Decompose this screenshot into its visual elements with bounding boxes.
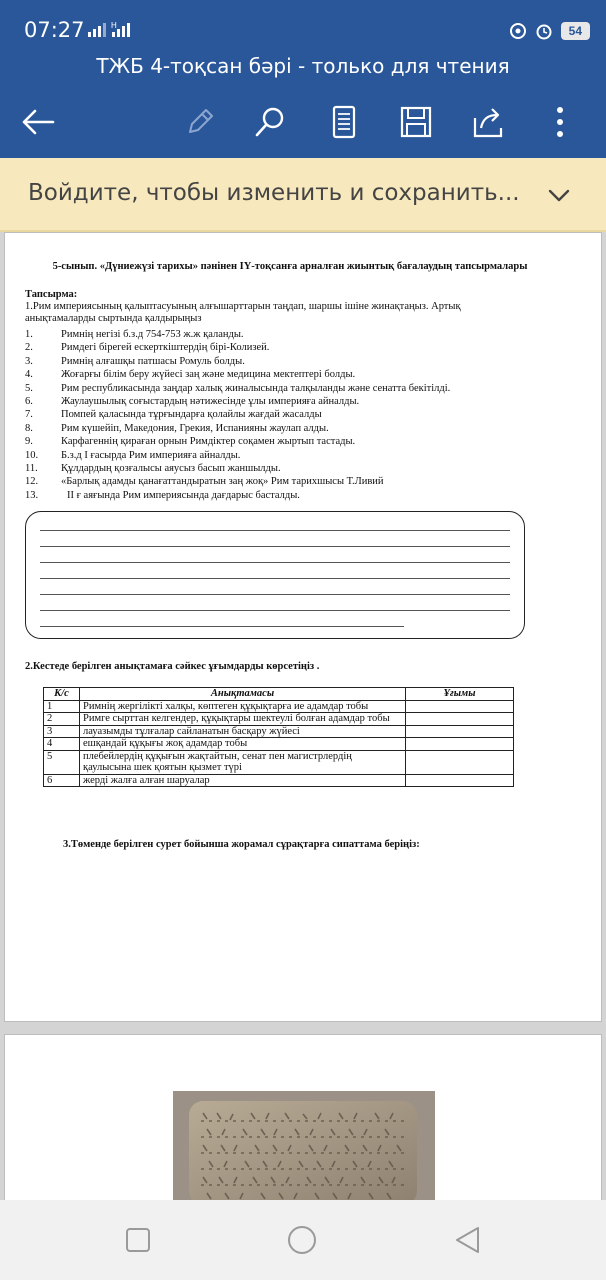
list-item: 11. Құлдардың қозғалысы аяусыз басып жаншылды.	[25, 463, 281, 475]
answer-box	[25, 511, 525, 639]
row-number: 5	[44, 750, 80, 774]
home-circle-icon[interactable]	[286, 1224, 318, 1256]
list-item: 2. Римдегі бірегей ескерткіштердің бірі-Колизей.	[25, 342, 270, 354]
statement-list	[25, 328, 525, 502]
list-item: 12. «Барлық адамды қанағаттандыратын заң жоқ» Рим тарихшысы Т.Ливий	[25, 476, 384, 488]
status-icons	[509, 20, 590, 42]
row-definition: Римнің жергілікті халқы, көптеген құқықтарға ие адамдар тобы	[80, 700, 406, 713]
table-row	[44, 700, 514, 713]
column-header: Анықтамасы	[80, 688, 406, 701]
share-icon[interactable]	[468, 102, 508, 142]
row-number: 6	[44, 774, 80, 787]
list-item: 3. Римнің алғашқы патшасы Ромуль болды.	[25, 355, 245, 367]
task-intro: 1.Рим империясының қалыптасуының алғышарттарын таңдап, шаршы ішіне жинақтаңыз. Артық анықтамаларды сыртында қалдырыңыз	[25, 301, 461, 324]
answer-line	[40, 578, 510, 579]
clay-tablet-image	[173, 1091, 435, 1205]
row-number: 3	[44, 725, 80, 738]
status-bar	[0, 0, 606, 46]
row-number: 4	[44, 738, 80, 751]
row-definition: Римге сырттан келгендер, құқықтары шектеулі болған адамдар тобы	[80, 713, 406, 726]
table-header-row	[44, 688, 514, 701]
list-item: 6. Жаулаушылық соғыстардың нәтижесінде ұлы империяға айналды.	[25, 396, 360, 408]
answer-line	[40, 626, 404, 627]
document-page	[4, 232, 602, 1022]
row-term	[406, 738, 514, 751]
task-label: Тапсырма:	[25, 289, 78, 300]
more-icon[interactable]	[540, 102, 580, 142]
save-icon[interactable]	[396, 102, 436, 142]
column-header: Ұғымы	[406, 688, 514, 701]
list-item: 10. Б.з.д І ғасырда Рим империяға айналды.	[25, 449, 241, 461]
answer-line	[40, 546, 510, 547]
signal-icon	[88, 20, 132, 38]
sync-icon	[509, 22, 527, 40]
row-number: 1	[44, 700, 80, 713]
document-title: ТЖБ 4-тоқсан бәрі - только для чтения	[0, 46, 606, 88]
row-definition: ешқандай құқығы жоқ адамдар тобы	[80, 738, 406, 751]
list-item: 7. Помпей қаласында тұрғындарға қолайлы жағдай жасалды	[25, 409, 322, 421]
worksheet-title: 5-сынып. «Дүниежүзі тарихы» пәнінен ІҮ-тоқсанға арналған жиынтық бағалаудың тапсырмалары	[52, 261, 528, 272]
system-nav-bar	[0, 1200, 606, 1280]
list-item: 4. Жоғарғы білім беру жүйесі заң және медицина мектептері болды.	[25, 369, 356, 381]
table-row	[44, 774, 514, 787]
alarm-icon	[535, 22, 553, 40]
terms-table	[43, 687, 514, 787]
toolbar	[0, 88, 606, 158]
table-row	[44, 750, 514, 774]
row-definition: плебейлердің құқығын жақтайтын, сенат пен магистрлердің қаулысына шек қоятын қызмет түрі	[80, 750, 406, 774]
row-term	[406, 725, 514, 738]
recents-square-icon[interactable]	[122, 1224, 154, 1256]
section-3-heading: 3.Төменде берілген сурет бойынша жорамал сұрақтарға сипаттама беріңіз:	[63, 839, 420, 850]
answer-line	[40, 610, 510, 611]
answer-line	[40, 594, 510, 595]
row-term	[406, 713, 514, 726]
row-term	[406, 774, 514, 787]
back-arrow-icon[interactable]	[18, 102, 58, 142]
section-2-heading: 2.Кестеде берілген анықтамаға сәйкес ұғымдарды көрсетіңіз .	[25, 661, 320, 672]
status-time: 07:27	[24, 18, 85, 42]
table-row	[44, 713, 514, 726]
list-item: 1. Римнің негізі б.з.д 754-753 ж.ж қаланды.	[25, 329, 244, 340]
row-number: 2	[44, 713, 80, 726]
answer-line	[40, 562, 510, 563]
column-header: К/с	[44, 688, 80, 701]
battery-icon: 54	[561, 22, 590, 40]
search-icon[interactable]	[250, 102, 290, 142]
row-term	[406, 700, 514, 713]
list-item: 5. Рим республикасында заңдар халық жиналысында талқыланды және сенатта бекітілді.	[25, 382, 451, 394]
row-term	[406, 750, 514, 774]
row-definition: жерді жалға алған шаруалар	[80, 774, 406, 787]
row-definition: лауазымды тұлғалар сайланатын басқару жүйесі	[80, 725, 406, 738]
reading-view-icon[interactable]	[324, 102, 364, 142]
document-page-2	[4, 1034, 602, 1204]
table-row	[44, 738, 514, 751]
sign-in-banner[interactable]	[0, 158, 606, 232]
answer-line	[40, 530, 510, 531]
chevron-down-icon[interactable]	[546, 182, 572, 208]
banner-text: Войдите, чтобы изменить и сохранить...	[28, 180, 520, 206]
list-item: 13. ІІ ғ аяғында Рим империясында дағдарыс басталды.	[25, 489, 300, 501]
network-type: H	[111, 21, 117, 30]
back-triangle-icon[interactable]	[452, 1224, 484, 1256]
list-item: 8. Рим күшейіп, Македония, Грекия, Испанияны жаулап алды.	[25, 422, 329, 434]
list-item: 9. Карфагеннің қираған орнын Римдіктер соқамен жыртып тастады.	[25, 436, 356, 448]
pen-icon[interactable]	[180, 102, 220, 142]
table-row	[44, 725, 514, 738]
